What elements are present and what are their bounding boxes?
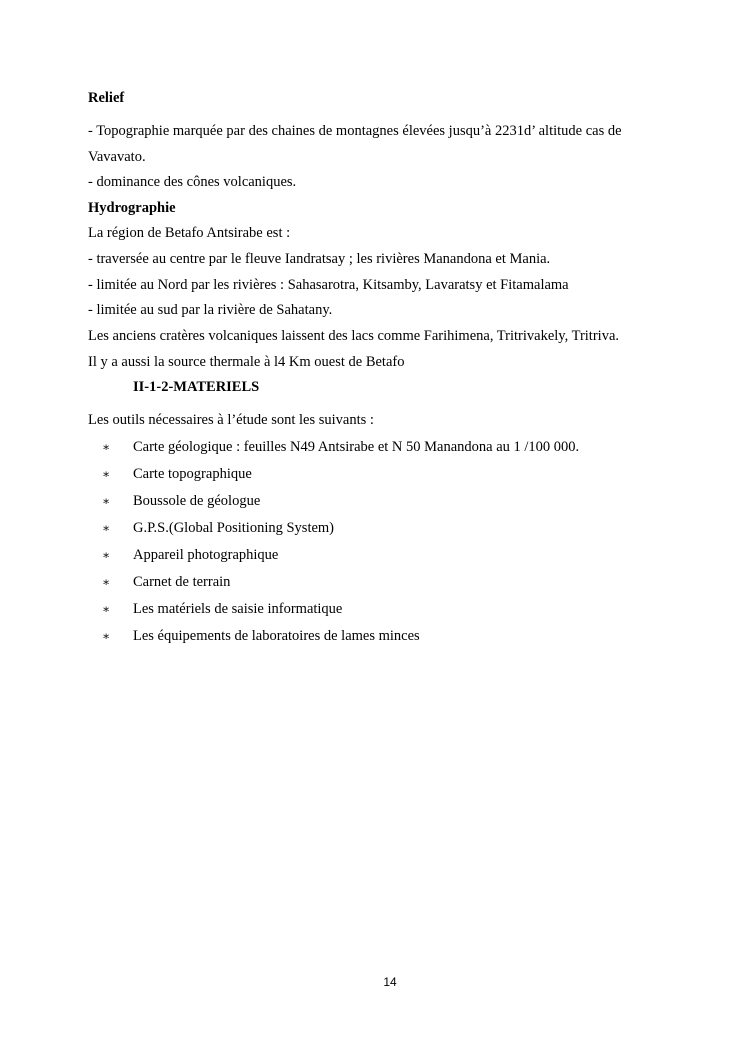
hydrographie-line: - limitée au sud par la rivière de Sahatany. [88, 302, 333, 318]
list-item: G.P.S.(Global Positioning System) [133, 520, 335, 536]
bullet-star-icon: ∗ [102, 467, 111, 481]
hydrographie-line: Il y a aussi la source thermale à l4 Km ouest de Betafo [88, 354, 405, 370]
bullet-star-icon: ∗ [102, 521, 111, 535]
relief-heading: Relief [88, 90, 125, 106]
bullet-star-icon: ∗ [102, 629, 111, 643]
hydrographie-heading: Hydrographie [88, 200, 176, 216]
hydrographie-line: La région de Betafo Antsirabe est : [88, 225, 291, 241]
relief-line-2: Vavavato. [88, 149, 146, 165]
bullet-star-icon: ∗ [102, 494, 111, 508]
relief-line-1: - Topographie marquée par des chaines de montagnes élevées jusqu’à 2231d’ altitude cas de [88, 123, 622, 139]
list-item: Carnet de terrain [133, 574, 231, 590]
hydrographie-line: - limitée au Nord par les rivières : Sahasarotra, Kitsamby, Lavaratsy et Fitamalama [88, 277, 569, 293]
list-item: Appareil photographique [133, 547, 279, 563]
bullet-star-icon: ∗ [102, 602, 111, 616]
hydrographie-line: - traversée au centre par le fleuve Iandratsay ; les rivières Manandona et Mania. [88, 251, 551, 267]
list-item: Carte géologique : feuilles N49 Antsirabe et N 50 Manandona au 1 /100 000. [133, 439, 580, 455]
page-number: 14 [383, 975, 397, 989]
relief-line-3: - dominance des cônes volcaniques. [88, 174, 297, 190]
materiels-heading: II-1-2-MATERIELS [133, 379, 260, 395]
bullet-star-icon: ∗ [102, 440, 111, 454]
list-item: Les matériels de saisie informatique [133, 601, 343, 617]
materiels-intro: Les outils nécessaires à l’étude sont les suivants : [88, 412, 374, 428]
hydrographie-line: Les anciens cratères volcaniques laissent des lacs comme Farihimena, Tritrivakely, Tritriva. [88, 328, 619, 344]
list-item: Les équipements de laboratoires de lames minces [133, 628, 420, 644]
list-item: Carte topographique [133, 466, 252, 482]
bullet-star-icon: ∗ [102, 548, 111, 562]
list-item: Boussole de géologue [133, 493, 261, 509]
bullet-star-icon: ∗ [102, 575, 111, 589]
